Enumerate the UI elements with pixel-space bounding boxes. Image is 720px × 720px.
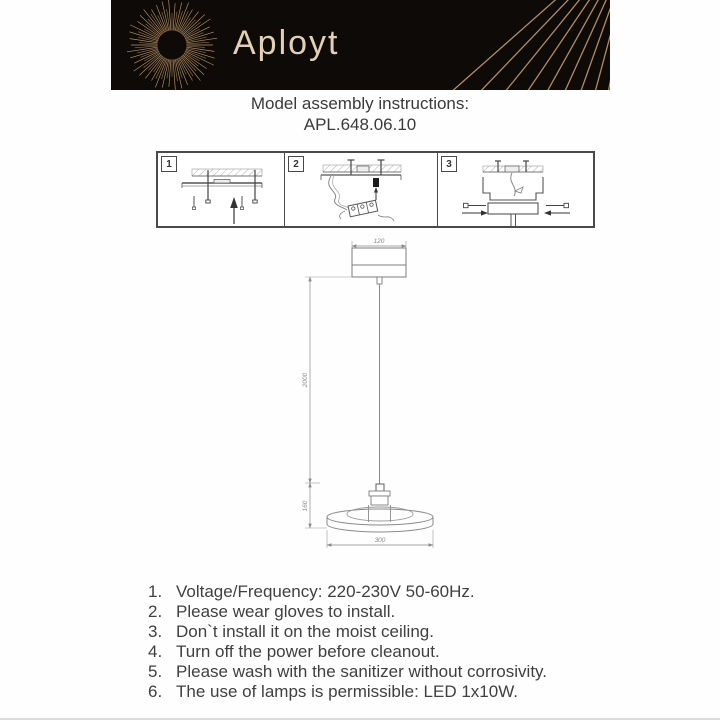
item-number: 2.	[148, 601, 163, 621]
item-number: 3.	[148, 621, 163, 641]
list-item	[148, 682, 618, 702]
step-number: 1	[161, 156, 177, 172]
step-number: 3	[441, 156, 457, 172]
brand-wordmark: Aployt	[233, 24, 340, 62]
item-text: The use of lamps is permissible: LED 1x10W.	[176, 681, 519, 701]
assembly-steps	[156, 151, 595, 228]
item-text: Please wear gloves to install.	[176, 601, 396, 621]
instruction-list	[148, 582, 618, 701]
dim-shade-height: 160	[302, 500, 309, 512]
list-item	[148, 602, 618, 622]
model-code: APL.648.06.10	[303, 115, 417, 134]
item-text: Turn off the power before cleanout.	[176, 641, 440, 661]
list-item	[148, 662, 618, 682]
page-title: Model assembly instructions:	[250, 94, 470, 113]
assembly-step-3	[438, 153, 593, 226]
list-item	[148, 642, 618, 662]
item-number: 4.	[148, 641, 163, 661]
list-item	[148, 622, 618, 642]
brand-header	[111, 0, 610, 90]
item-number: 5.	[148, 661, 163, 681]
assembly-step-2	[285, 153, 438, 226]
item-number: 1.	[148, 582, 163, 601]
item-text: Voltage/Frequency: 220-230V 50-60Hz.	[176, 582, 475, 601]
step-number: 2	[288, 156, 304, 172]
item-number: 6.	[148, 681, 163, 701]
title-block	[0, 93, 720, 135]
item-text: Don`t install it on the moist ceiling.	[176, 621, 434, 641]
item-text: Please wash with the sanitizer without corrosivity.	[176, 661, 548, 681]
assembly-step-1	[158, 153, 285, 226]
dim-drop-height: 2000	[302, 372, 309, 388]
dim-canopy-width: 120	[373, 238, 385, 245]
dim-shade-diameter: 300	[374, 537, 386, 544]
list-item	[148, 582, 618, 602]
